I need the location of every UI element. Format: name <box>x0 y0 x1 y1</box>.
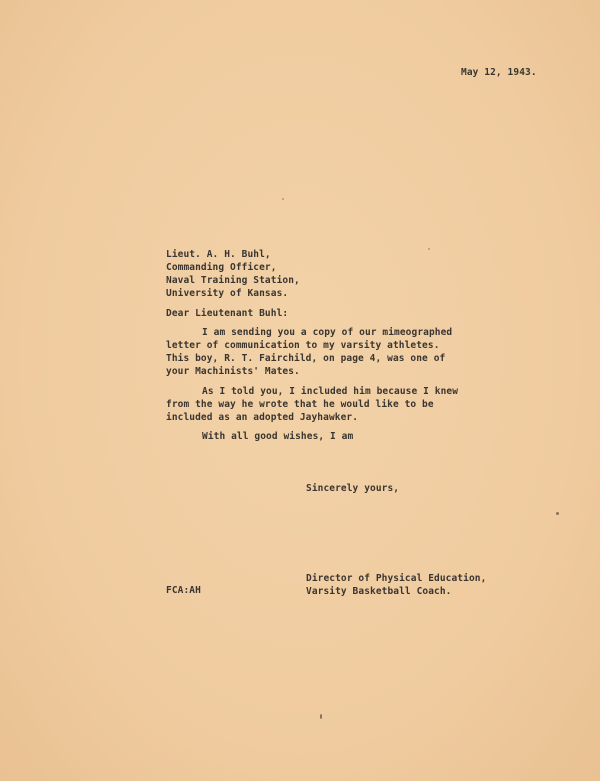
signature-line: Varsity Basketball Coach. <box>306 586 452 597</box>
recipient-line: University of Kansas. <box>166 288 289 299</box>
signature-line: Director of Physical Education, <box>306 573 487 584</box>
paragraph-1 <box>166 326 452 378</box>
signature-title <box>306 572 486 598</box>
recipient-line: Lieut. A. H. Buhl, <box>166 249 271 260</box>
paragraph-line: This boy, R. T. Fairchild, on page 4, was one of <box>166 353 446 364</box>
reference-initials: FCA:AH <box>166 585 201 596</box>
paper-speck <box>282 198 284 200</box>
recipient-line: Naval Training Station, <box>166 275 300 286</box>
sign-off: Sincerely yours, <box>306 483 400 494</box>
paragraph-line: I am sending you a copy of our mimeographed <box>202 327 453 338</box>
paragraph-line: letter of communication to my varsity athletes. <box>166 340 440 351</box>
paper-speck <box>320 714 322 719</box>
recipient-address <box>166 248 300 300</box>
letter-date: May 12, 1943. <box>461 67 537 78</box>
paragraph-2 <box>166 385 458 424</box>
salutation: Dear Lieutenant Buhl: <box>166 308 289 319</box>
paragraph-line: As I told you, I included him because I knew <box>202 386 459 397</box>
paper-speck <box>556 512 559 515</box>
paragraph-line: from the way he wrote that he would like to be <box>166 399 434 410</box>
closing-line: With all good wishes, I am <box>202 431 354 442</box>
recipient-line: Commanding Officer, <box>166 262 277 273</box>
paragraph-line: your Machinists' Mates. <box>166 366 300 377</box>
paper-speck <box>428 248 430 250</box>
paragraph-line: included as an adopted Jayhawker. <box>166 412 359 423</box>
